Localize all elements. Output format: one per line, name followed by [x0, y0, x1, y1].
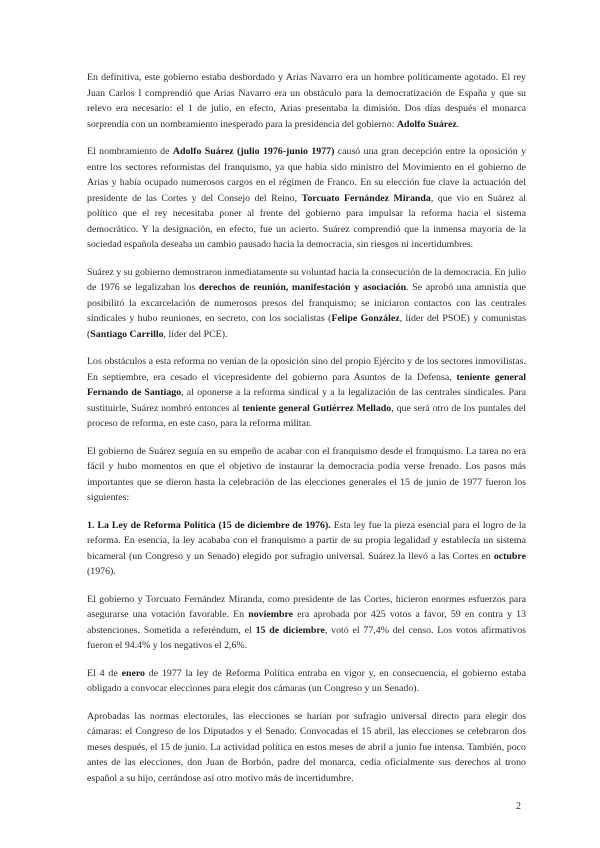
paragraph: [87, 354, 526, 432]
text-run: En definitiva, este gobierno estaba desbordado y Arias Navarro era un hombre políticamente agotado. El rey Juan Carlos I comprendió que Arias Navarro era un obstáculo para la democratización de España y que su relevo era necesario: el 1 de julio, en efecto, Arias presentaba la dimisión. Dos días después el monarca sorprendía con un nombramiento inesperado para la presidencia del gobierno:: [87, 72, 526, 130]
text-run: Esta ley fue la pieza esencial para el logro de la reforma. En esencia, la ley acababa con el franquismo a partir de su propia legalidad y establecía un sistema bicameral (un Congreso y un Senado) elegido por sufragio universal. Suárez la llevó a las Cortes en: [87, 519, 527, 562]
document-page: [87, 70, 526, 798]
paragraph: [87, 518, 526, 580]
text-run: , líder del PCE).: [163, 328, 228, 340]
bold-run: derechos de reunión, manifestación y asociación: [198, 282, 407, 293]
text-run: Los obstáculos a esta reforma no venían de la oposición sino del propio Ejército y de los sectores inmovilistas. En septiembre, era cesado el vicepresidente del gobierno para Asuntos de la Defensa,: [87, 356, 526, 383]
text-run: El gobierno de Suárez seguía en su empeño de acabar con el franquismo desde el franquismo. La tarea no era fácil y hubo momentos en que el objetivo de instaurar la democracia podía verse frenado. Los pasos más importantes que se dieron hasta la celebración de las elecciones generales el 15 de junio de 1977 fueron los siguientes:: [87, 445, 526, 503]
text-run: , votó el 77,4% del censo. Los votos afirmativos fueron el 94.4% y los negativos el 2,6%.: [87, 624, 526, 651]
page-number: 2: [516, 801, 521, 812]
text-run: .: [456, 118, 460, 130]
bold-run: Torcuato Fernández Miranda: [301, 192, 431, 204]
text-run: , que vio en Suárez al político que el rey necesitaba poner al frente del gobierno para impulsar la reforma hacia el sistema democrático. Y la designación, en efecto, fue un acierto. Suárez comprendió que la inmensa mayoría de la sociedad española deseaba un cambio pausado hacia la democracia, sin riesgos ni incertidumbres.: [87, 192, 526, 250]
text-run: era aprobada por 425 votos a favor, 59 en contra y 13 abstenciones. Sometida a referéndum, el: [87, 609, 527, 636]
text-run: . Se aprobó una amnistía que posibilitó la excarcelación de numerosos presos del franquismo; se iniciaron contactos con las centrales sindicales y hubo reuniones, en secreto, con los socialistas (: [87, 282, 526, 324]
bold-run: teniente general Gutiérrez Mellado: [242, 402, 392, 414]
bold-run: Felipe González: [331, 313, 400, 324]
bold-run: Adolfo Suárez: [396, 118, 457, 130]
bold-run: 15 de diciembre: [255, 624, 325, 636]
bold-run: octubre: [493, 550, 526, 562]
bold-run: Santiago Carrillo: [90, 328, 164, 340]
text-run: El nombramiento de: [87, 146, 173, 157]
text-run: , que será otro de los puntales del proceso de reforma, en este caso, para la reforma militar.: [87, 402, 526, 429]
text-run: (1976).: [87, 566, 116, 577]
paragraph: [87, 144, 526, 253]
text-run: Aprobadas las normas electorales, las elecciones se harían por sufragio universal directo para elegir dos cámaras: el Congreso de los Diputados y el Senado. Convocadas el 15 abril, las elecciones se celebraron dos meses después, el 15 de junio. La actividad política en estos meses de abril a junio fue intensa. También, poco antes de las elecciones, don Juan de Borbón, padre del monarca, cedía oficialmente sus derechos al trono español a su hijo, cerrándose así otro motivo más de incertidumbre.: [87, 710, 526, 784]
text-run: El 4 de: [87, 667, 122, 679]
bold-run: enero: [121, 667, 145, 679]
paragraph: [87, 709, 526, 787]
paragraph: [87, 444, 526, 506]
text-run: , al oponerse a la reforma sindical y a la legalización de las centrales sindicales. Para sustituirle, Suárez nombró entonces al: [87, 387, 527, 414]
text-run: Suárez y su gobierno demostraron inmediatamente su voluntad hacia la consecución de la democracia. En julio de 1976 se legalizaban los: [87, 266, 526, 293]
text-run: de 1977 la ley de Reforma Política entraba en vigor y, en consecuencia, el gobierno estaba obligado a convocar elecciones para elegir dos cámaras (un Congreso y un Senado).: [87, 667, 526, 694]
bold-run: noviembre: [248, 609, 294, 620]
paragraph: [87, 265, 526, 343]
text-run: causó una gran decepción entre la oposición y entre los sectores reformistas del franquismo, ya que había sido ministro del Movimiento en el gobierno de Arias y había ocupado numerosos cargos en el régimen de Franco. En su elección fue clave la actuación del presidente de las Cortes y del Consejo del Reino,: [87, 146, 527, 204]
paragraph: [87, 666, 526, 697]
bold-run: Adolfo Suárez (julio 1976-junio 1977): [172, 146, 335, 157]
text-run: El gobierno y Torcuato Fernández Miranda, como presidente de las Cortes, hicieron enormes esfuerzos para asegurarse una votación favorable. En: [87, 593, 526, 620]
bold-run: 1. La Ley de Reforma Política (15 de diciembre de 1976).: [87, 519, 331, 531]
bold-run: teniente general Fernando de Santiago: [87, 371, 526, 398]
paragraph: [87, 592, 526, 654]
text-run: , líder del PSOE) y comunistas (: [87, 313, 527, 340]
paragraph: [87, 70, 526, 132]
